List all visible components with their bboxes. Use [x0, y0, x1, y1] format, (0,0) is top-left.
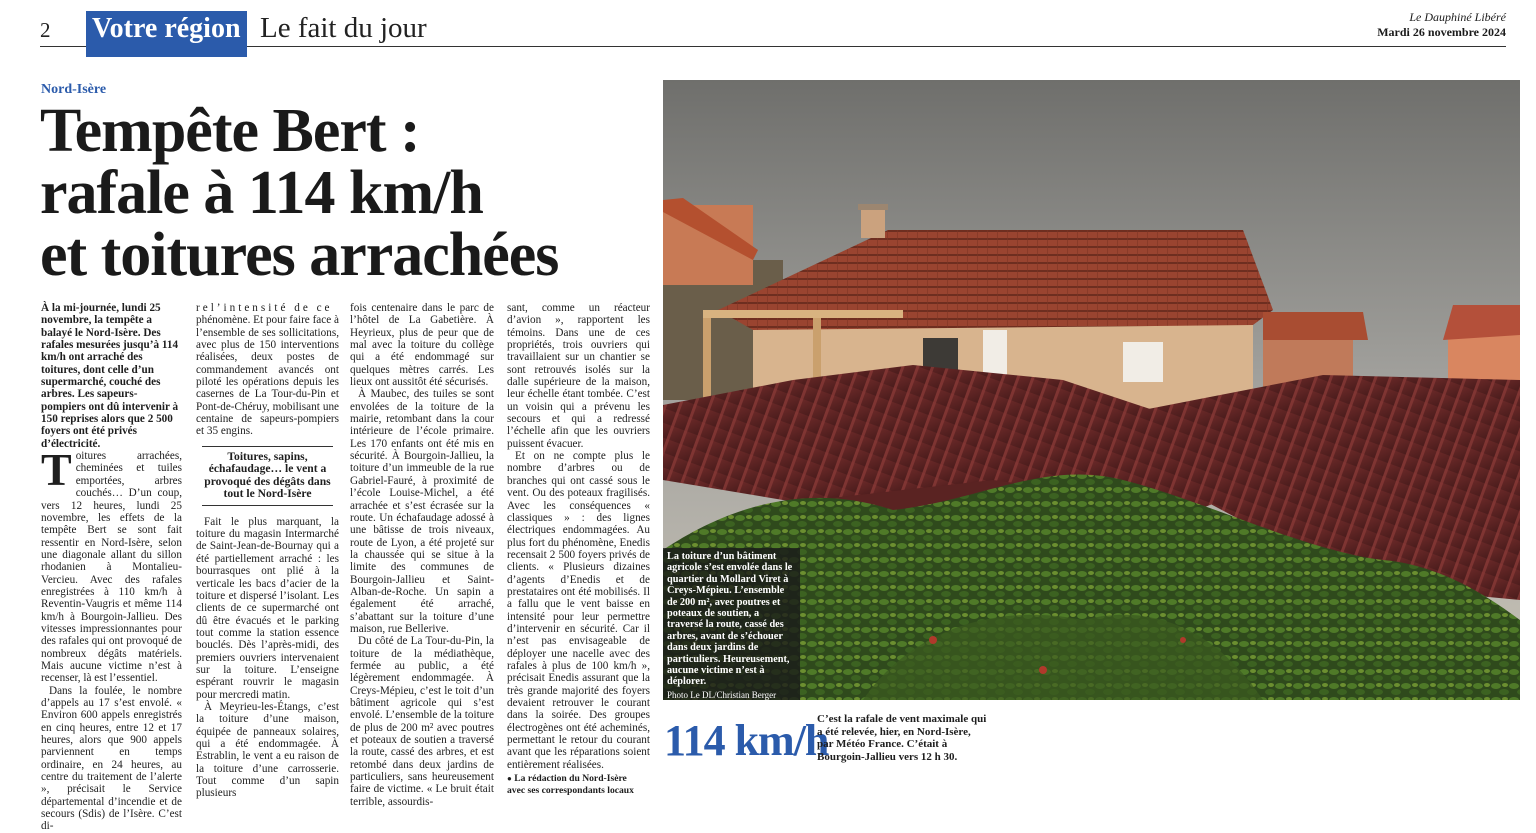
- headline-line: Tempête Bert :: [40, 97, 420, 165]
- article-column-4: [507, 302, 650, 797]
- body-paragraph: phénomène. Et pour faire face à l’ensemble de ses sollicitations, avec plus de 150 interventions réalisées, deux postes de commandement avancés ont piloté les opérations depuis les casernes de La Tour-du-Pin et Pont-de-Chéruy, mobilisant une centaine de sapeurs-pompiers et 35 engins.: [196, 314, 339, 438]
- body-paragraph: sant, comme un réacteur d’avion », rapportent les témoins. Dans une de ces propriétés, trois ouvriers qui travaillaient sur un chantier se sont retrouvés isolés sur la dalle supérieure de la maison, leur échelle étant tombée. C’est un voisin qui a prévenu les secours et qui a redressé l’échelle afin que les ouvriers puissent évacuer.: [507, 302, 650, 450]
- article-column-3: [350, 302, 494, 808]
- body-paragraph: À Maubec, des tuiles se sont envolées de la toiture de la mairie, retombant dans la cour intérieure de l’école primaire. Les 170 enfants ont été mis en sécurité. À Bourgoin-Jallieu, la toiture d’un immeuble de la rue Gabriel-Fauré, à proximité de l’école Louise-Michel, a été arrachée et s’est écrasée sur la route. Un échafaudage adossé à une bâtisse de trois niveaux, route de Lyon, a été projeté sur la chaussée qui se situe à la limite des communes de Bourgoin-Jallieu et Saint-Alban-de-Roche. Un sapin a également été arraché, s’abattant sur la toiture d’une maison, rue Bellerive.: [350, 388, 494, 635]
- photo-caption: [663, 548, 800, 700]
- bullet-icon: ●: [507, 774, 512, 784]
- page-number: 2: [40, 18, 51, 42]
- photo-credit: Photo Le DL/Christian Berger: [667, 689, 777, 700]
- body-paragraph: Du côté de La Tour-du-Pin, la toiture de la médiathèque, fermée au public, a été légèrement endommagée. À Creys-Mépieu, c’est le toit d’un bâtiment agricole qui s’est envolé. L’ensemble de la toiture de plus de 200 m² avec poutres et poteaux de soutien a traversé la route, cassé des arbres, et est retombé dans deux jardins de particuliers, sans heureusement faire de victime. « Le bruit était terrible, assourdis-: [350, 635, 494, 808]
- caption-text: La toiture d’un bâtiment agricole s’est envolée dans le quartier du Mollard Viret à Creys-Mépieu. L’ensemble de 200 m², avec poutres et poteaux de soutien, a traversé la route, cassé des arbres, avant de s’échouer dans deux jardins de particuliers. Heureusement, aucune victime n’est à déplorer.: [667, 551, 793, 688]
- article-column-1: [41, 302, 182, 833]
- article-kicker: Nord-Isère: [41, 82, 107, 97]
- rubrique-label: Le fait du jour: [260, 12, 427, 44]
- signature-line: La rédaction du Nord-Isère: [514, 773, 627, 785]
- stat-description: C’est la rafale de vent maximale qui a été relevée, hier, en Nord-Isère, par Météo France. C’était à Bourgoin-Jallieu vers 12 h 30.: [817, 713, 987, 763]
- body-paragraph: rel’intensité de ce: [196, 302, 333, 314]
- body-paragraph: Fait le plus marquant, la toiture du magasin Intermarché de Saint-Jean-de-Bournay qui a été partiellement arraché : les bourrasques ont plié à la verticale les bacs d’acier de la toiture et dispersé l’isolant. Les clients de ce supermarché ont dû être évacués et le parking tout comme la station essence bouclés. Dès l’après-midi, des premiers ouvriers intervenaient sur la toiture. L’enseigne espérant rouvrir le magasin pour mercredi matin.: [196, 515, 339, 701]
- header-rule: [40, 46, 1506, 47]
- drop-cap: T: [41, 444, 72, 496]
- body-paragraph: À Meyrieu-les-Étangs, c’est la toiture d’une maison, équipée de panneaux solaires, qui a été endommagée. À Estrablin, le vent a eu raison de la toiture d’une carrosserie. Tout comme d’un sapin plusieurs: [196, 700, 339, 800]
- stat-number: 114 km/h: [664, 716, 829, 765]
- article-headline: [40, 97, 650, 289]
- body-paragraph: Et on ne compte plus le nombre d’arbres ou de branches qui ont cassé sous le vent. Ou des poteaux fragilisés. Avec les conséquences « classiques » : des lignes électriques endommagées. Au plus fort du phénomène, Enedis recensait 2 500 foyers privés de clients. « Plusieurs dizaines d’agents d’Enedis et de prestataires ont été mobilisés. Il a fallu que le vent baisse en intensité pour leur permettre d’intervenir en sécurité. Car il n’est pas envisageable de déployer une nacelle avec des rafales à plus de 100 km/h », précisait Enedis assurant que la très grande majorité des foyers devaient retrouver le courant dans la soirée. Des groupes électrogènes ont été acheminés, permettant le retour du courant avant que les réparations soient entièrement réalisées.: [507, 450, 650, 771]
- issue-date: Mardi 26 novembre 2024: [1377, 25, 1506, 39]
- article-signature: [507, 773, 650, 797]
- body-paragraph: fois centenaire dans le parc de l’hôtel de La Gabetière. À Heyrieux, plus de peur que de mal avec la toiture du collège qui a été endommagé sur quelques mètres carrés. Les lieux ont aussitôt été sécurisés.: [350, 302, 494, 389]
- signature-line: avec ses correspondants locaux: [507, 785, 634, 797]
- body-text: oitures arrachées, cheminées et tuiles emportées, arbres couchés… D’un coup, vers 12 heures, lundi 25 novembre, les effets de la tempête Bert se sont fait ressentir en Nord-Isère, selon une diagonale allant du sillon rhodanien à Montalieu-Vercieu. Avec des rafales enregistrées à 110 km/h à Reventin-Vaugris et même 114 km/h à Bourgoin-Jallieu. Des vitesses impressionnantes pour des rafales qui ont provoqué de nombreux dégâts matériels. Mais aucune victime n’est à recenser, là est l’essentiel.: [41, 450, 182, 685]
- newspaper-name: Le Dauphiné Libéré: [1409, 10, 1506, 24]
- article-column-2: [196, 302, 339, 800]
- body-paragraph: [41, 444, 182, 685]
- body-paragraph: Dans la foulée, le nombre d’appels au 17 s’est envolé. « Environ 600 appels enregistrés en cinq heures, entre 12 et 17 heures, alors que 900 appels parviennent en temps ordinaire, en 24 heures, au centre du traitement de l’alerte », précisait le Service départemental d’incendie et de secours (Sdis) de l’Isère. C’est di-: [41, 684, 182, 833]
- headline-line: rafale à 114 km/h: [40, 159, 483, 227]
- section-label: Votre région: [86, 11, 247, 57]
- subheading: Toitures, sapins, échafaudage… le vent a provoqué des dégâts dans tout le Nord-Isère: [202, 446, 333, 506]
- headline-line: et toitures arrachées: [40, 221, 559, 289]
- article-lead: À la mi-journée, lundi 25 novembre, la tempête a balayé le Nord-Isère. Des rafales mesurées jusqu’à 114 km/h ont arraché des toitures, dont celle d’un supermarché, couché des arbres. Les sapeurs-pompiers ont dû intervenir à 150 reprises alors que 2 500 foyers ont été privés d’électricité.: [41, 302, 179, 450]
